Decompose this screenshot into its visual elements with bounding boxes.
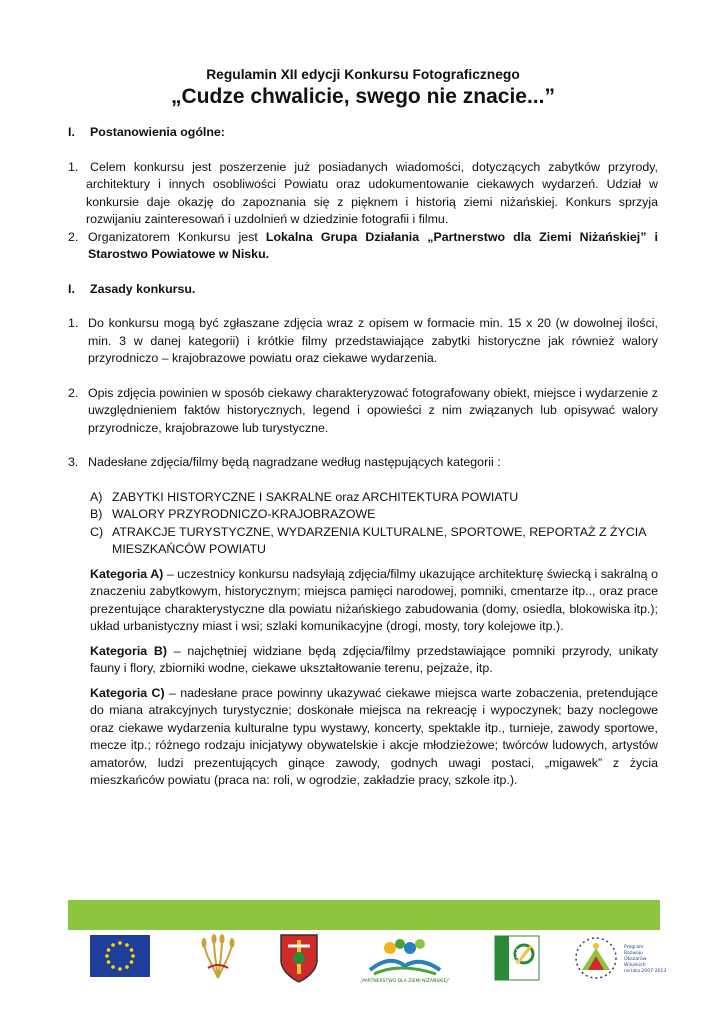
section-title: Postanowienia ogólne: — [90, 125, 225, 139]
eu-flag-logo — [90, 935, 150, 977]
footer-green-bar — [68, 900, 660, 930]
organizer-name: Lokalna Grupa Działania „Partnerstwo dla Ziemi Niżańskiej” i Starostwo Powiatowe w Nisku. — [88, 229, 658, 261]
category-item: A) ZABYTKI HISTORYCZNE I SAKRALNE oraz ARCHITEKTURA POWIATU — [90, 489, 519, 504]
list-item: 1. Celem konkursu jest poszerzenie już posiadanych wiadomości, dotyczących zabytków przyrody, architektury i innych osobliwości Powiatu oraz udokumentowanie ciekawych wydarzeń. Udział w konkursie daje okazję do zapoznania się z pięknem i historią ziemi niżańskiej. Konkurs sprzyja rozwijaniu zainteresowań i uzdolnień w dziedzinie fotografii i filmu. — [68, 159, 658, 226]
category-b-description: Kategoria B) – najchętniej widziane będą zdjęcia/filmy przedstawiające pomniki przyrody, unikaty fauny i flory, zbiorniki wodne, ciekawe ukształtowanie terenu, pejzaże, itp. — [90, 643, 658, 675]
document-body — [68, 66, 658, 790]
category-c-description: Kategoria C) – nadesłane prace powinny ukazywać ciekawe miejsca warte zobaczenia, pretendujące do miana atrakcyjnych turystycznie; doskonałe miejsca na rekreację i wypoczynek; bazy noclegowe oraz ciekawe wydarzenia kulturalne typu wystawy, koncerty, spektakle itp., turnieje, zawody sportowe, mecze itp.; różnego rodzaju inicjatywy obywatelskie i akcje młodzieżowe; twórców ludowych, artystów amatorów, ludzi prezentujących ginące zawody, godnych uwagi postaci, „migawek” z życia mieszkańców powiatu (praca na: roli, w ogrodzie, zakładzie pracy, szkole itp.). — [90, 685, 658, 787]
rules-list — [68, 315, 658, 472]
section-title: Zasady konkursu. — [90, 281, 196, 296]
list-item: 2. Organizatorem Konkursu jest Lokalna Grupa Działania „Partnerstwo dla Ziemi Niżańskiej” i Starostwo Powiatowe w Nisku. — [68, 229, 658, 261]
wheat-sheaf-logo — [198, 934, 238, 982]
contest-name: „Cudze chwalicie, swego nie znacie...” — [171, 85, 555, 108]
sponsor-logos — [68, 930, 667, 990]
list-item: 3. Nadesłane zdjęcia/filmy będą nagradzane według następujących kategorii : — [68, 455, 501, 469]
category-a-description: Kategoria A) – uczestnicy konkursu nadsyłają zdjęcia/filmy ukazujące architekturę świecką i sakralną o znaczeniu zabytkowym, historycznym; miejsca pamięci narodowej, pomniki, cmentarze itp.., oraz prace prezentujące charakterystyczne dla powiatu niżańskiego zabudowania (domy, osiedla, blokowiska itp.); układ urbanistyczny miast i wsi; szlaki komunikacyjne (drogi, mosty, tory kolejowe itp.). — [90, 566, 658, 633]
list-item: 1. Do konkursu mogą być zgłaszane zdjęcia wraz z opisem w formacie min. 15 x 20 (w dowolnej ilości, min. 3 w danej kategorii) i krótkie filmy przedstawiające zabytki historyczne jak również walory przyrodniczo – krajobrazowe powiatu oraz ciekawe wydarzenia. — [68, 316, 658, 365]
lgd-caption: „PARTNERSTWO DLA ZIEMI NIŻAŃSKIEJ” — [360, 979, 450, 984]
section-number: I. — [68, 125, 75, 139]
category-item: C) ATRAKCJE TURYSTYCZNE, WYDARZENIA KULTURALNE, SPORTOWE, REPORTAŻ Z ŻYCIA MIESZKAŃCÓW POWIATU — [90, 524, 646, 556]
leader-text: LEADER — [516, 948, 522, 968]
prow-caption: Program Rozwoju Obszarów Wiejskich na lata 2007-2013 — [624, 945, 667, 974]
section-heading-rules — [68, 281, 658, 299]
general-provisions-list — [68, 159, 658, 264]
section-number: I. — [68, 281, 75, 296]
category-list — [90, 489, 658, 559]
section-heading-general — [68, 124, 658, 142]
prow-logo — [574, 932, 667, 984]
lgd-partnership-logo — [360, 932, 450, 984]
document-title: Regulamin XII edycji Konkursu Fotograficznego — [206, 67, 520, 82]
leader-logo — [493, 934, 541, 982]
list-item: 2. Opis zdjęcia powinien w sposób ciekawy charakteryzować fotografowany obiekt, miejsce i wydarzenie z uwzględnieniem faktów historycznych, legend i opowieści z nim związanych lub opisywać walory przyrodnicze, krajobrazowe lub turystyczne. — [68, 385, 658, 435]
coat-of-arms-logo — [278, 932, 320, 984]
category-item: B) WALORY PRZYRODNICZO-KRAJOBRAZOWE — [90, 507, 376, 521]
